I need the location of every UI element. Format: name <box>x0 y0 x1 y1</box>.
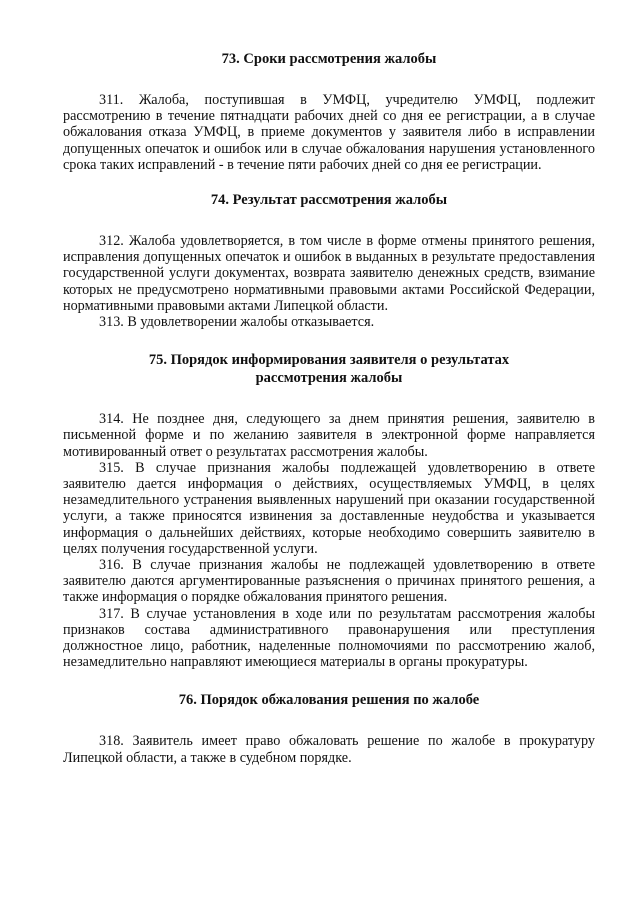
paragraph-312: 312. Жалоба удовлетворяется, в том числе в форме отмены принятого решения, исправления допущенных опечаток и ошибок в выданных в результате предоставления государственной услуги документах, возврата заявителю денежных средств, взимание которых не предусмотрено нормативными правовыми актами Российской Федерации, нормативными правовыми актами Липецкой области. <box>63 233 595 314</box>
section-title-75 <box>63 351 595 387</box>
paragraph-315: 315. В случае признания жалобы подлежащей удовлетворению в ответе заявителю дается информация о действиях, осуществляемых УМФЦ, в целях незамедлительного устранения выявленных нарушений при оказании государственной услуги, а также приносятся извинения за доставленные неудобства и указывается информация о дальнейших действиях, которые необходимо совершить заявителю в целях получения государственной услуги. <box>63 459 595 557</box>
paragraph-317: 317. В случае установления в ходе или по результатам рассмотрения жалобы признаков состава административного правонарушения или преступления должностное лицо, работник, наделенные полномочиями по рассмотрению жалоб, незамедлительно направляют имеющиеся материалы в органы прокуратуры. <box>63 605 595 671</box>
paragraph-316: 316. В случае признания жалобы не подлежащей удовлетворению в ответе заявителю даются аргументированные разъяснения о причинах принятого решения, а также информация о порядке обжалования принятого решения. <box>63 557 595 606</box>
section-74 <box>63 191 595 330</box>
section-title-73: 73. Сроки рассмотрения жалобы <box>221 51 437 67</box>
section-title-74: 74. Результат рассмотрения жалобы <box>210 192 448 209</box>
section-title-75-line2: рассмотрения жалобы <box>255 370 403 387</box>
document-page <box>63 50 595 766</box>
section-title-76: 76. Порядок обжалования решения по жалобе <box>178 692 480 709</box>
section-75 <box>63 351 595 670</box>
section-title-75-line1: 75. Порядок информирования заявителя о результатах <box>148 352 510 369</box>
paragraph-313: 313. В удовлетворении жалобы отказывается. <box>99 314 375 331</box>
paragraph-314: 314. Не позднее дня, следующего за днем принятия решения, заявителю в письменной форме и по желанию заявителя в электронной форме направляется мотивированный ответ о результатах рассмотрения жалобы. <box>63 411 595 460</box>
section-76 <box>63 691 595 765</box>
section-73 <box>63 50 595 173</box>
paragraph-311: 311. Жалоба, поступившая в УМФЦ, учредителю УМФЦ, подлежит рассмотрению в течение пятнадцати рабочих дней со дня ее регистрации, а в случае обжалования отказа УМФЦ, в приеме документов у заявителя либо в исправлении допущенных опечаток и ошибок или в случае обжалования нарушения установленного срока таких исправлений - в течение пяти рабочих дней со дня ее регистрации. <box>63 92 595 173</box>
paragraph-318: 318. Заявитель имеет право обжаловать решение по жалобе в прокуратуру Липецкой области, а также в судебном порядке. <box>63 733 595 766</box>
